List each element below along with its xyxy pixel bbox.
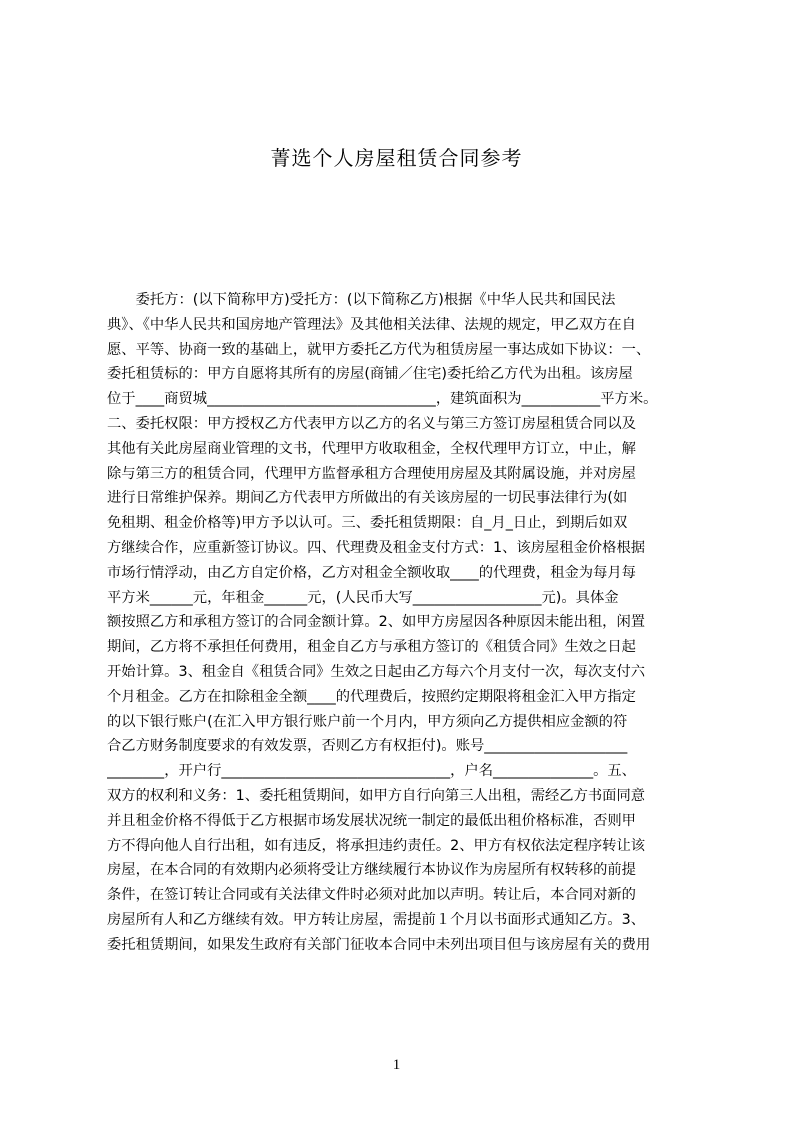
paragraph-line: 委托方：(以下简称甲方)受托方：(以下简称乙方)根据《中华人民共和国民法 bbox=[107, 292, 616, 308]
paragraph-line: 的以下银行账户(在汇入甲方银行账户前一个月内，甲方须向乙方提供相应金额的符 bbox=[107, 713, 628, 730]
paragraph-line: 愿、平等、协商一致的基础上，就甲方委托乙方代为租赁房屋一事达成如下协议：一、 bbox=[107, 341, 651, 358]
paragraph-line: 免租期、租金价格等)甲方予以认可。三、委托租赁期限：自_月_日止，到期后如双 bbox=[107, 515, 628, 532]
paragraph-line: 条件，在签订转让合同或有关法律文件时必须对此加以声明。转让后，本合同对新的 bbox=[107, 887, 636, 904]
paragraph-line: 并且租金价格不得低于乙方根据市场发展状况统一制定的最低出租价格标准，否则甲 bbox=[107, 812, 636, 829]
paragraph-line: 其他有关此房屋商业管理的文书，代理甲方收取租金，全权代理甲方订立，中止，解 bbox=[107, 440, 636, 457]
page-number: 1 bbox=[392, 1057, 401, 1073]
paragraph-line: 委托租赁标的：甲方自愿将其所有的房屋(商铺／住宅)委托给乙方代为出租。该房屋 bbox=[107, 366, 633, 383]
paragraph-line: 市场行情浮动，由乙方自定价格，乙方对租金全额收取____的代理费，租金为每月每 bbox=[107, 564, 636, 581]
paragraph-line: ________，开户行________________________________，户名______________。五、 bbox=[107, 763, 636, 780]
paragraph-line: 除与第三方的租赁合同，代理甲方监督承租方合理使用房屋及其附属设施，并对房屋 bbox=[107, 465, 636, 482]
paragraph-line: 平方米______元，年租金______元，(人民币大写__________________元)。具体金 bbox=[107, 589, 619, 606]
document-title: 菁选个人房屋租赁合同参考 bbox=[270, 146, 523, 170]
paragraph-line: 房屋所有人和乙方继续有效。甲方转让房屋，需提前１个月以书面形式通知乙方。3、 bbox=[107, 911, 646, 928]
paragraph-line: 房屋，在本合同的有效期内必须将受让方继续履行本协议作为房屋所有权转移的前提 bbox=[107, 862, 636, 879]
contract-body bbox=[107, 288, 699, 958]
paragraph-line: 额按照乙方和承租方签订的合同金额计算。2、如甲方房屋因各种原因未能出租，闲置 bbox=[107, 614, 646, 631]
paragraph-line: 典》、《中华人民共和国房地产管理法》及其他相关法律、法规的规定，甲乙双方在自 bbox=[107, 316, 636, 333]
paragraph-line: 位于____商贸城________________________________，建筑面积为___________平方米。 bbox=[107, 391, 658, 408]
paragraph-line: 二、委托权限：甲方授权乙方代表甲方以乙方的名义与第三方签订房屋租赁合同以及 bbox=[107, 415, 636, 432]
paragraph-line: 期间，乙方将不承担任何费用，租金自乙方与承租方签订的《租赁合同》生效之日起 bbox=[107, 639, 636, 656]
paragraph-line: 开始计算。3、租金自《租赁合同》生效之日起由乙方每六个月支付一次，每次支付六 bbox=[107, 663, 646, 680]
paragraph-line: 合乙方财务制度要求的有效发票，否则乙方有权拒付)。账号____________________ bbox=[107, 738, 628, 755]
paragraph-line: 方不得向他人自行出租，如有违反，将承担违约责任。2、甲方有权依法定程序转让该 bbox=[107, 837, 646, 854]
paragraph-line: 双方的权利和义务：1、委托租赁期间，如甲方自行向第三人出租，需经乙方书面同意 bbox=[107, 787, 646, 804]
paragraph-line: 进行日常维护保养。期间乙方代表甲方所做出的有关该房屋的一切民事法律行为(如 bbox=[107, 490, 628, 507]
paragraph-line: 方继续合作，应重新签订协议。四、代理费及租金支付方式：1、该房屋租金价格根据 bbox=[107, 539, 646, 556]
paragraph-line: 个月租金。乙方在扣除租金全额____的代理费后，按照约定期限将租金汇入甲方指定 bbox=[107, 688, 636, 705]
paragraph-line: 委托租赁期间，如果发生政府有关部门征收本合同中未列出项目但与该房屋有关的费用 bbox=[107, 936, 651, 953]
